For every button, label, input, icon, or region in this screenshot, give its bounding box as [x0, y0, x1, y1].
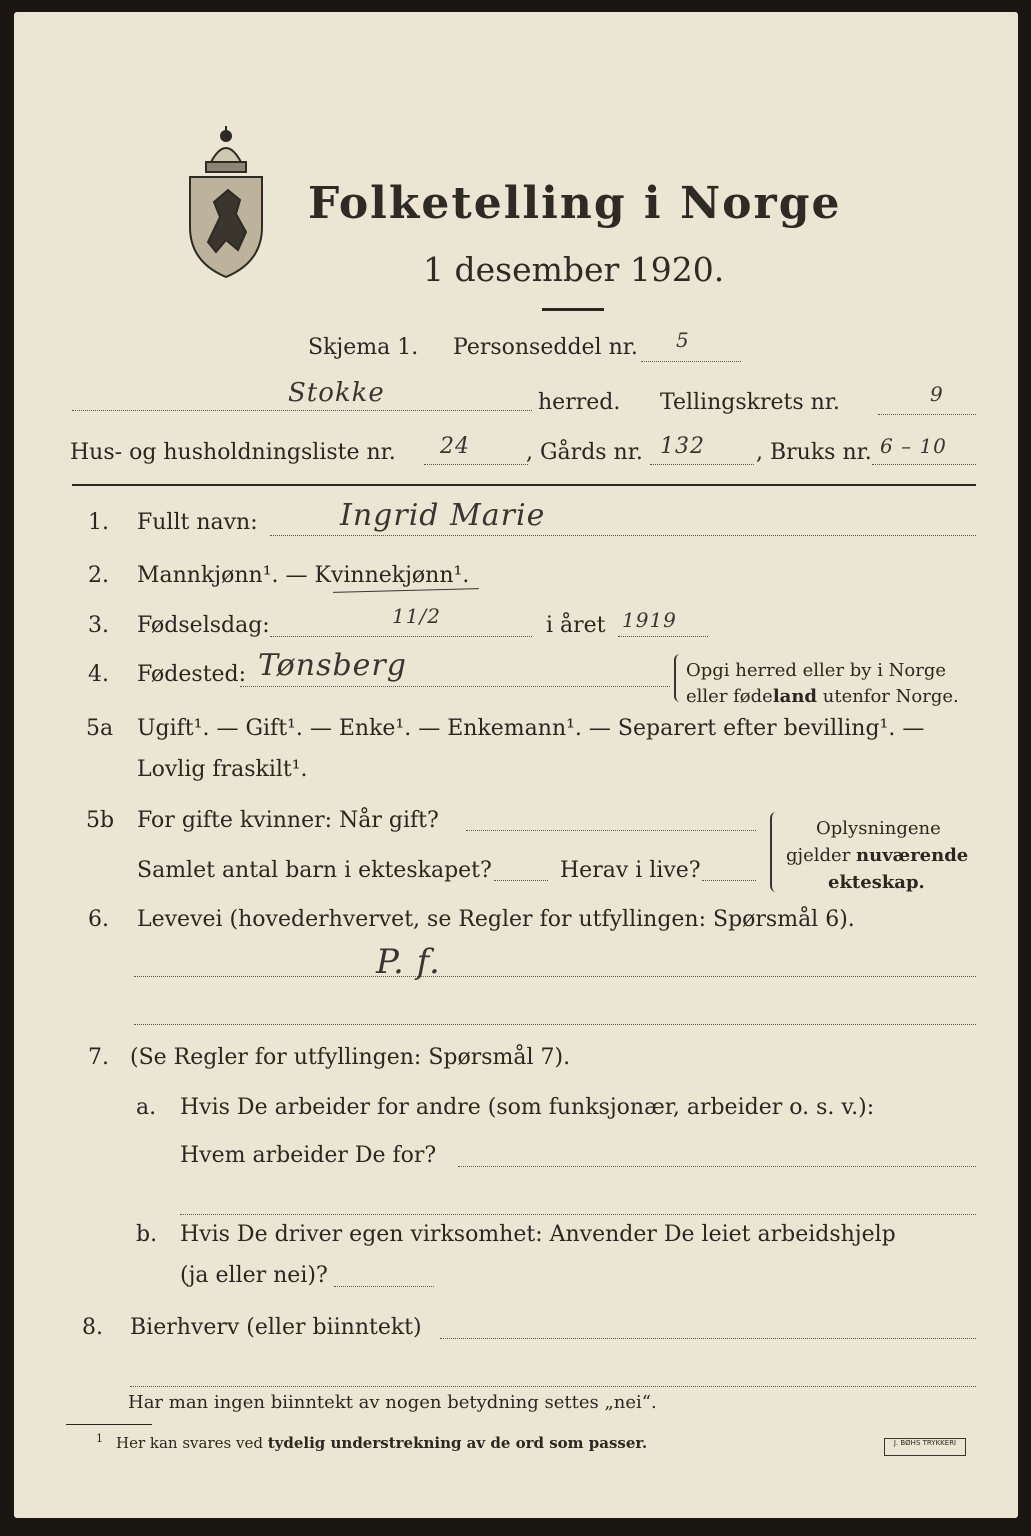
children-total-label: Samlet antal barn i ekteskapet?	[137, 858, 492, 883]
tellingskrets-label: Tellingskrets nr.	[660, 390, 840, 415]
birthplace-note-line2: eller fødeland utenfor Norge.	[686, 686, 959, 707]
employer-label: Hvem arbeider De for?	[180, 1143, 437, 1168]
footnote-marker: 1	[96, 1432, 103, 1445]
birthday-field[interactable]	[270, 636, 532, 637]
q6-number: 6.	[88, 907, 109, 932]
gards-field[interactable]	[650, 464, 754, 465]
married-when-field[interactable]	[466, 830, 756, 831]
q2-number: 2.	[88, 563, 109, 588]
tellingskrets-field[interactable]	[878, 414, 976, 415]
q7a-question: Hvis De arbeider for andre (som funksjonær, arbeider o. s. v.):	[180, 1095, 875, 1120]
gards-label: , Gårds nr.	[526, 440, 643, 465]
birthplace-value: Tønsberg	[258, 648, 407, 683]
husliste-field[interactable]	[424, 464, 528, 465]
norway-coat-of-arms-icon	[180, 122, 272, 282]
side-income-field-line2[interactable]	[130, 1386, 976, 1387]
children-total-field[interactable]	[494, 880, 548, 881]
marriage-note-line1: Oplysningene	[816, 818, 941, 839]
footnote-rule	[66, 1424, 152, 1425]
occupation-field-line2[interactable]	[134, 1024, 976, 1025]
birth-year-field[interactable]	[618, 636, 708, 637]
birthplace-note-line1: Opgi herred eller by i Norge	[686, 660, 947, 681]
printer-stamp: J. BØHS TRYKKERI	[884, 1438, 966, 1456]
q7-label: (Se Regler for utfyllingen: Spørsmål 7).	[130, 1045, 571, 1070]
hired-help-field[interactable]	[334, 1286, 434, 1287]
q4-number: 4.	[88, 662, 109, 687]
birthplace-note-brace	[674, 654, 682, 702]
tellingskrets-value: 9	[930, 382, 944, 406]
gender-options: Mannkjønn¹. — Kvinnekjønn¹.	[137, 563, 470, 588]
q5b-number: 5b	[86, 808, 115, 833]
occupation-value: P. f.	[376, 942, 441, 982]
q7a-letter: a.	[136, 1095, 157, 1120]
children-alive-field[interactable]	[702, 880, 756, 881]
footnote-text: Her kan svares ved tydelig understrekning av de ord som passer.	[116, 1434, 648, 1452]
employer-field[interactable]	[458, 1166, 976, 1167]
full-name-value: Ingrid Marie	[340, 498, 546, 533]
gards-value: 132	[660, 434, 705, 459]
husliste-value: 24	[440, 434, 470, 459]
title-divider	[542, 308, 604, 311]
q1-label: Fullt navn:	[137, 510, 258, 535]
employer-field-line2[interactable]	[180, 1214, 976, 1215]
herred-value: Stokke	[288, 378, 385, 408]
children-alive-label: Herav i live?	[560, 858, 701, 883]
no-side-income-note: Har man ingen biinntekt av nogen betydning settes „nei“.	[128, 1392, 657, 1413]
marital-status-options-cont: Lovlig fraskilt¹.	[137, 757, 308, 782]
side-income-field[interactable]	[440, 1338, 976, 1339]
marriage-note-brace	[770, 812, 780, 892]
birthday-value: 11/2	[392, 604, 441, 628]
birthplace-field[interactable]	[240, 686, 670, 687]
marriage-note-line3: ekteskap.	[828, 872, 925, 893]
q3-label: Fødselsdag:	[137, 613, 270, 638]
q7-number: 7.	[88, 1045, 109, 1070]
full-name-field[interactable]	[270, 535, 976, 536]
hired-help-label: (ja eller nei)?	[180, 1263, 328, 1288]
married-when-label: For gifte kvinner: Når gift?	[137, 808, 439, 833]
birth-year-value: 1919	[622, 608, 677, 632]
side-income-label: Bierhverv (eller biinntekt)	[130, 1315, 422, 1340]
personseddel-value: 5	[676, 328, 690, 352]
marital-status-options: Ugift¹. — Gift¹. — Enke¹. — Enkemann¹. — Separert efter bevilling¹. —	[137, 716, 925, 741]
header-rule	[72, 484, 976, 486]
census-date: 1 desember 1920.	[423, 250, 725, 289]
birth-year-label: i året	[546, 613, 606, 638]
q4-label: Fødested:	[137, 662, 247, 687]
q1-number: 1.	[88, 510, 109, 535]
q7b-question: Hvis De driver egen virksomhet: Anvender De leiet arbeidshjelp	[180, 1222, 896, 1247]
q7b-letter: b.	[136, 1222, 158, 1247]
bruks-label: , Bruks nr.	[756, 440, 872, 465]
personseddel-label: Personseddel nr.	[453, 335, 638, 360]
form-title: Folketelling i Norge	[308, 178, 842, 229]
q3-number: 3.	[88, 613, 109, 638]
herred-label: herred.	[538, 390, 621, 415]
bruks-value: 6 – 10	[880, 434, 947, 458]
occupation-field[interactable]	[134, 976, 976, 977]
schema-label: Skjema 1.	[308, 335, 419, 360]
personseddel-field[interactable]	[641, 361, 741, 362]
q8-number: 8.	[82, 1315, 103, 1340]
occupation-label: Levevei (hovederhvervet, se Regler for utfyllingen: Spørsmål 6).	[137, 907, 855, 932]
bruks-field[interactable]	[872, 464, 976, 465]
marriage-note-line2: gjelder nuværende	[786, 845, 969, 866]
herred-field[interactable]	[72, 410, 532, 411]
husliste-label: Hus- og husholdningsliste nr.	[70, 440, 396, 465]
q5a-number: 5a	[86, 716, 114, 741]
